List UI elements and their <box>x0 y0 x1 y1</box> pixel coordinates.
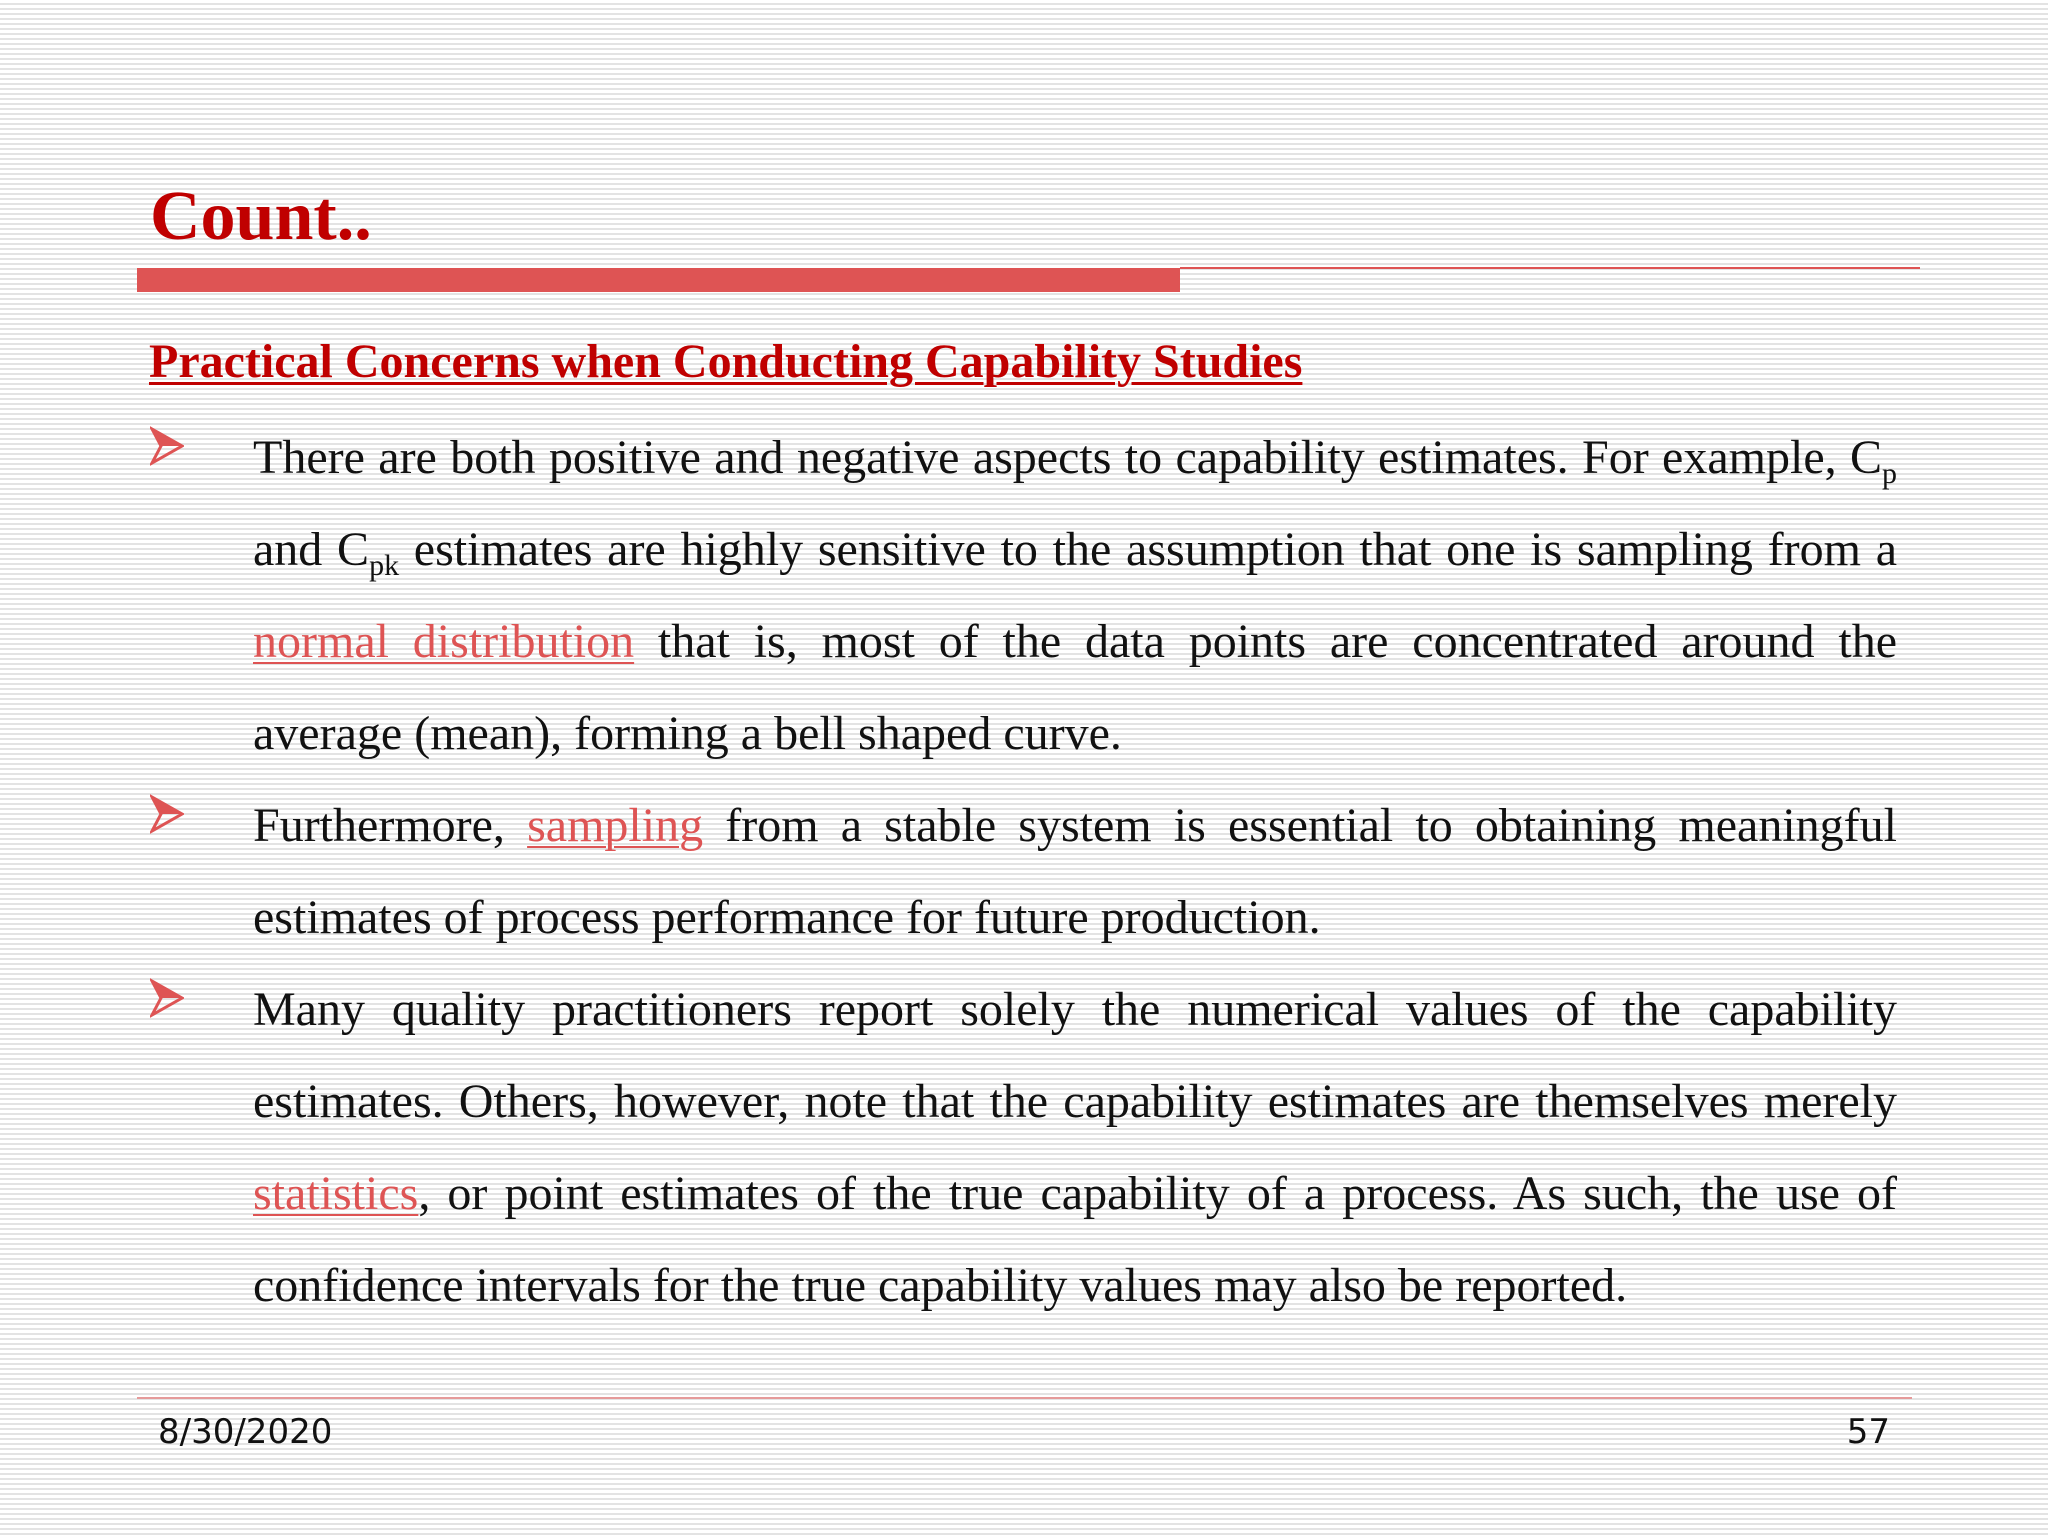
bullet-list <box>0 412 2048 1332</box>
bullet-text-segment: that is, most of the data points are concentrated around the average (mean), forming a bell shaped curve. <box>253 615 1898 760</box>
bullet-item <box>0 412 2048 780</box>
subscript-pk: pk <box>369 549 400 582</box>
bullet-text-segment: Furthermore, <box>253 799 528 852</box>
arrowhead-bullet-icon <box>150 794 184 834</box>
bullet-text <box>253 780 1897 964</box>
sampling-link[interactable]: sampling <box>527 799 704 852</box>
bullet-text-segment: There are both positive and negative aspects to capability estimates. For example, C <box>253 431 1882 484</box>
bullet-text-segment: from a stable system is essential to obtaining meaningful estimates of process performance for future production. <box>253 799 1897 944</box>
footer-rule <box>137 1397 1912 1399</box>
title-underline-bar <box>137 268 1180 292</box>
title-underline-rule <box>1180 267 1920 269</box>
slide-title: Count.. <box>150 178 372 255</box>
bullet-text-segment: , or point estimates of the true capability of a process. As such, the use of confidence intervals for the true capability values may also be reported. <box>253 1167 1897 1312</box>
bullet-text-segment: and C <box>253 523 370 576</box>
bullet-text-segment: Many quality practitioners report solely the numerical values of the capability estimates. Others, however, note that the capability estimates are themselves merely <box>253 983 1897 1128</box>
section-heading: Practical Concerns when Conducting Capability Studies <box>149 335 1303 388</box>
bullet-item <box>0 964 2048 1332</box>
bullet-item <box>0 780 2048 964</box>
bullet-text-segment: estimates are highly sensitive to the assumption that one is sampling from a <box>399 523 1898 576</box>
bullet-text <box>253 964 1897 1332</box>
slide-number: 57 <box>1846 1412 1890 1452</box>
arrowhead-bullet-icon <box>150 426 184 466</box>
arrowhead-bullet-icon <box>150 978 184 1018</box>
subscript-p: p <box>1882 457 1897 490</box>
footer-date: 8/30/2020 <box>158 1412 333 1452</box>
statistics-link[interactable]: statistics <box>253 1167 419 1220</box>
bullet-text <box>253 412 1897 780</box>
normal-distribution-link[interactable]: normal distribution <box>253 615 635 668</box>
